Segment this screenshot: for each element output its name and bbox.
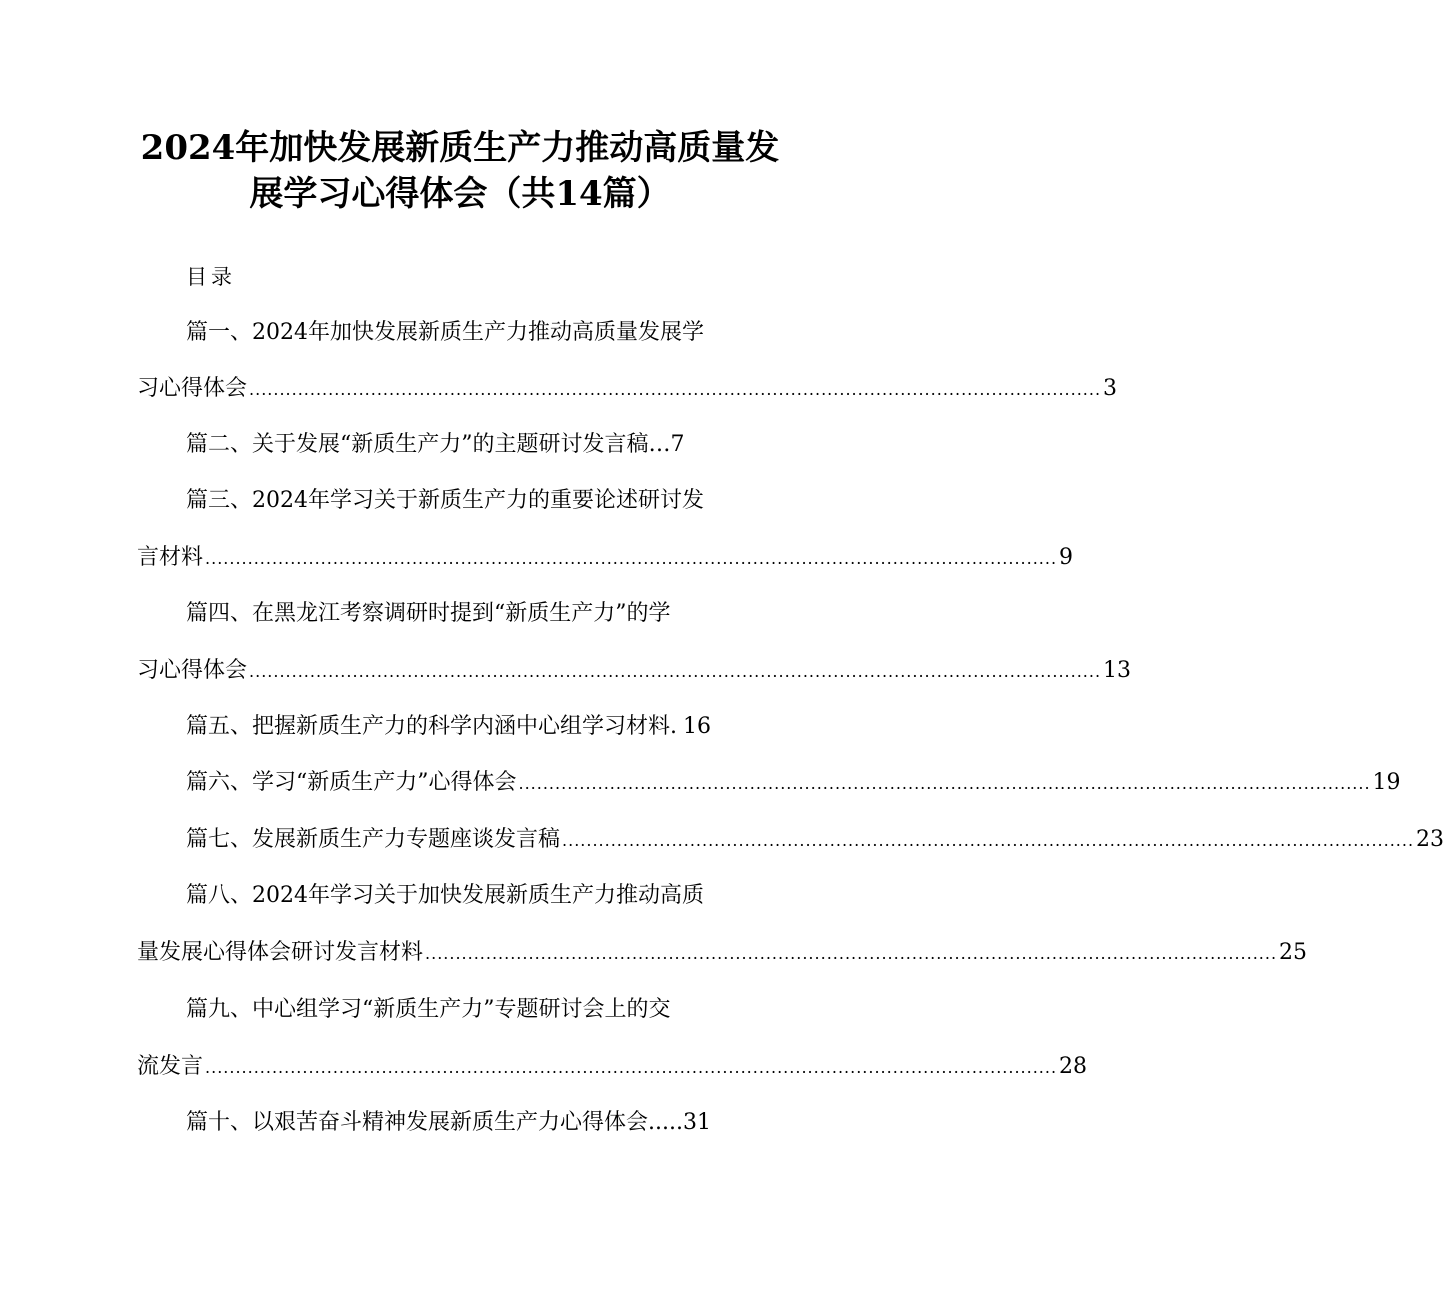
document-title-line-2: 展学习心得体会（共14篇） — [249, 174, 671, 214]
toc-page-number: 23 — [1416, 827, 1444, 852]
toc-heading: 目录 — [186, 265, 236, 289]
toc-page-number: 13 — [1103, 658, 1132, 683]
toc-entry-text: 言材料 — [137, 545, 204, 570]
toc-entry-9-line-2[interactable] — [137, 1052, 1088, 1083]
toc-page-number: 16 — [683, 714, 711, 739]
toc-page-number: 19 — [1372, 770, 1401, 795]
toc-page-number: 9 — [1059, 545, 1074, 570]
toc-entry-8-line-2[interactable] — [137, 938, 1308, 969]
toc-entry-4-line-2[interactable] — [137, 656, 1132, 687]
toc-page-number: 7 — [670, 432, 685, 457]
toc-entry-4-line-1[interactable] — [186, 599, 746, 629]
toc-entry-text: 篇十、以艰苦奋斗精神发展新质生产力心得体会..... — [186, 1110, 683, 1135]
toc-entry-text: 篇七、发展新质生产力专题座谈发言稿 — [186, 827, 561, 852]
toc-page-number: 28 — [1059, 1054, 1088, 1079]
toc-entry-3-line-1[interactable] — [186, 486, 746, 516]
toc-entry-text: 篇九、中心组学习“新质生产力”专题研讨会上的交 — [186, 997, 671, 1022]
toc-entry-8-line-1[interactable] — [186, 881, 746, 911]
toc-entry-text: 篇一、2024年加快发展新质生产力推动高质量发展学 — [186, 320, 704, 345]
toc-entry-10[interactable] — [186, 1108, 746, 1138]
toc-leader-dots: ............................................................................................................................................ — [205, 1058, 1058, 1077]
toc-leader-dots: ............................................................................................................................................ — [249, 380, 1102, 399]
toc-entry-text: 习心得体会 — [137, 376, 248, 401]
toc-entry-text: 篇三、2024年学习关于新质生产力的重要论述研讨发 — [186, 488, 704, 513]
toc-leader-dots: ............................................................................................................................................ — [249, 662, 1102, 681]
toc-entry-1-line-1[interactable] — [186, 318, 746, 348]
toc-page-number: 3 — [1103, 376, 1118, 401]
toc-entry-text: 习心得体会 — [137, 658, 248, 683]
toc-entry-text: 篇四、在黑龙江考察调研时提到“新质生产力”的学 — [186, 601, 671, 626]
toc-entry-6[interactable] — [186, 768, 1401, 799]
toc-entry-text: 篇六、学习“新质生产力”心得体会 — [186, 770, 517, 795]
toc-entry-5[interactable] — [186, 712, 746, 742]
toc-entry-7[interactable] — [186, 825, 1444, 856]
document-title-line-1: 2024年加快发展新质生产力推动高质量发 — [140, 128, 780, 168]
toc-page-number: 25 — [1279, 940, 1308, 965]
toc-entry-2[interactable] — [186, 430, 731, 460]
toc-entry-9-line-1[interactable] — [186, 995, 746, 1025]
toc-entry-text: 篇八、2024年学习关于加快发展新质生产力推动高质 — [186, 883, 704, 908]
toc-page-number: 31 — [682, 1110, 711, 1135]
toc-leader-dots: ............................................................................................................................................ — [205, 549, 1058, 568]
toc-entry-text: 篇二、关于发展“新质生产力”的主题研讨发言稿… — [186, 432, 671, 457]
toc-entry-1-line-2[interactable] — [137, 374, 1118, 405]
toc-leader-dots: ............................................................................................................................................ — [562, 831, 1415, 850]
toc-entry-text: 篇五、把握新质生产力的科学内涵中心组学习材料. — [186, 714, 677, 739]
toc-entry-text: 量发展心得体会研讨发言材料 — [137, 940, 424, 965]
toc-entry-text: 流发言 — [137, 1054, 204, 1079]
toc-leader-dots: ............................................................................................................................................ — [425, 944, 1278, 963]
toc-entry-3-line-2[interactable] — [137, 543, 1074, 574]
toc-leader-dots: ............................................................................................................................................ — [518, 774, 1371, 793]
